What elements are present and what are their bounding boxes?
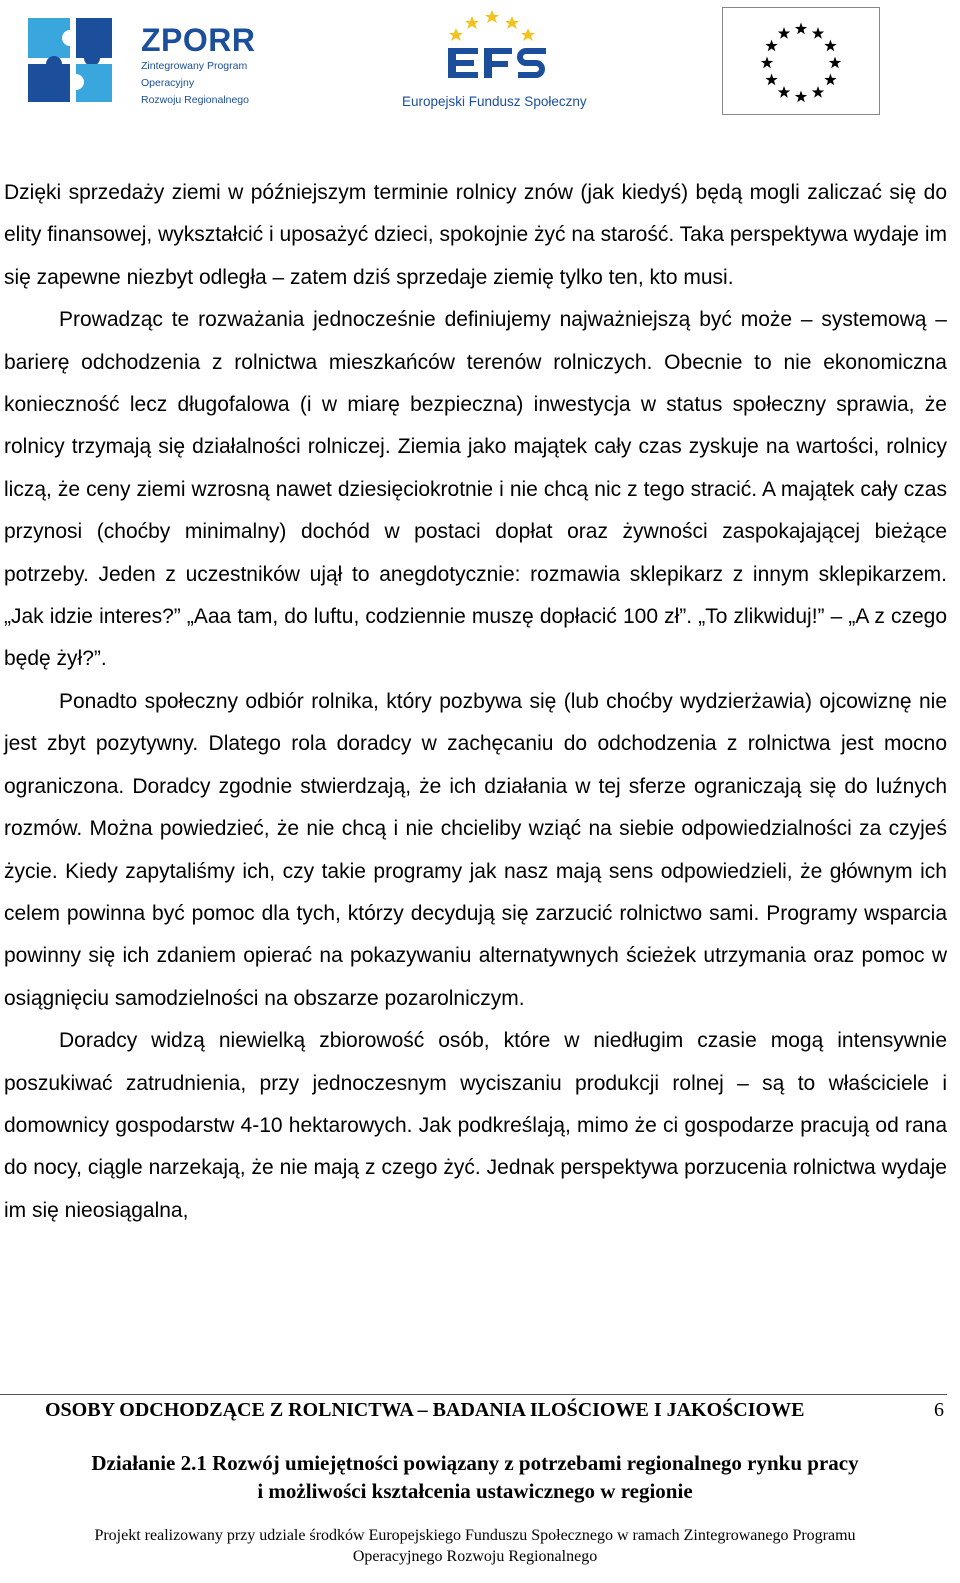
efs-logo [396,6,596,118]
document-body [4,172,947,1232]
eu-flag-logo [722,7,880,115]
zporr-text [141,24,256,107]
paragraph-1: Dzięki sprzedaży ziemi w późniejszym terminie rolnicy znów (jak kiedyś) będą mogli zaliczać się do elity finansowej, wykształcić i uposażyć dzieci, spokojnie żyć na starość. Taka perspektywa wydaje im się zapewne niezbyt odległa – zatem dziś sprzedaje ziemię tylko ten, kto musi. [4,181,947,289]
eu-stars-icon [723,8,879,114]
paragraph-4: Doradcy widzą niewielką zbiorowość osób, które w niedługim czasie mogą intensywnie poszukiwać zatrudnienia, przy jednoczesnym wyciszaniu produkcji rolnej – są to właściciele i domownicy gospodarstw 4-10 hektarowych. Jak podkreślają, mimo że ci gospodarze pracują od rana do nocy, ciągle narzekają, że nie mają z czego żyć. Jednak perspektywa porzucenia rolnictwa wydaje im się nieosiągalna, [4,1029,947,1222]
eu-star-icon [824,74,836,86]
efs-caption: Europejski Fundusz Społeczny [402,94,587,109]
action-title-line-1: Działanie 2.1 Rozwój umiejętności powiązany z potrzebami regionalnego rynku pracy [91,1451,859,1475]
paragraph-3: Ponadto społeczny odbiór rolnika, który pozbywa się (lub choćby wydzierżawia) ojcowiznę nie jest zbyt pozytywny. Dlatego rola doradcy w zachęcaniu do odchodzenia z rolnictwa jest mocno ograniczona. Doradcy zgodnie stwierdzają, że ich działania w tej sferze ograniczają się do luźnych rozmów. Można powiedzieć, że nie chcą i nie chcieliby wziąć na siebie odpowiedzialności za czyjeś życie. Kiedy zapytaliśmy ich, czy takie programy jak nasz mają sens odpowiedzieli, że głównym ich celem powinna być pomoc dla tych, którzy decydują się zarzucić rolnictwo sami. Programy wsparcia powinny się ich zdaniem opierać na pokazywaniu alternatywnych ścieżek utrzymania oraz pomoc w osiągnięciu samodzielności na obszarze pozarolniczym. [4,689,947,1010]
zporr-subtitle-2: Operacyjny [141,77,195,89]
eu-star-icon [795,91,807,103]
eu-star-icon [812,27,824,39]
efs-emblem-icon [396,6,596,92]
eu-star-icon [795,23,807,35]
action-title-line-2: i możliwości kształcenia ustawicznego w regionie [257,1479,693,1503]
eu-star-icon [824,40,836,52]
paragraph-2: Prowadząc te rozważania jednocześnie definiujemy najważniejszą być może – systemową – barierę odchodzenia z rolnictwa mieszkańców terenów rolniczych. Obecnie to nie ekonomiczna konieczność lecz długofalowa (i w miarę bezpieczna) inwestycja w status społeczny sprawia, że rolnicy trzymają się działalności rolniczej. Ziemia jako majątek cały czas zyskuje na wartości, rolnicy liczą, że ceny ziemi wzrosną nawet dziesięciokrotnie i nie chcą nic z tego stracić. A majątek cały czas przynosi (choćby minimalny) dochód w postaci dopłat oraz żywności zaspokajającej bieżące potrzeby. Jeden z uczestników ujął to anegdotycznie: rozmawia sklepikarz z innym sklepikarzem. „Jak idzie interes?” „Aaa tam, do luftu, codziennie muszę dopłacić 100 zł”. „To zlikwiduj!” – „A z czego będę żył?”. [4,308,947,671]
page-number: 6 [934,1399,944,1421]
eu-star-icon [778,86,790,98]
zporr-subtitle-3: Rozwoju Regionalnego [141,94,249,106]
eu-star-icon [812,86,824,98]
zporr-subtitle-1: Zintegrowany Program [141,60,248,72]
project-note-line-2: Operacyjnego Rozwoju Regionalnego [352,1548,598,1565]
action-title [0,1449,950,1505]
running-head: OSOBY ODCHODZĄCE Z ROLNICTWA – BADANIA ILOŚCIOWE I JAKOŚCIOWE [45,1399,805,1421]
zporr-logo [24,10,264,110]
footer-divider [0,1394,947,1395]
zporr-title: ZPORR [141,22,256,58]
eu-star-icon [778,27,790,39]
project-note [0,1525,950,1567]
eu-star-icon [761,57,773,69]
eu-star-icon [765,74,777,86]
puzzle-icon [24,10,139,110]
project-note-line-1: Projekt realizowany przy udziale środków Europejskiego Funduszu Społecznego w ramach Zintegrowanego Programu [94,1527,856,1544]
eu-star-icon [829,57,841,69]
eu-star-icon [765,40,777,52]
